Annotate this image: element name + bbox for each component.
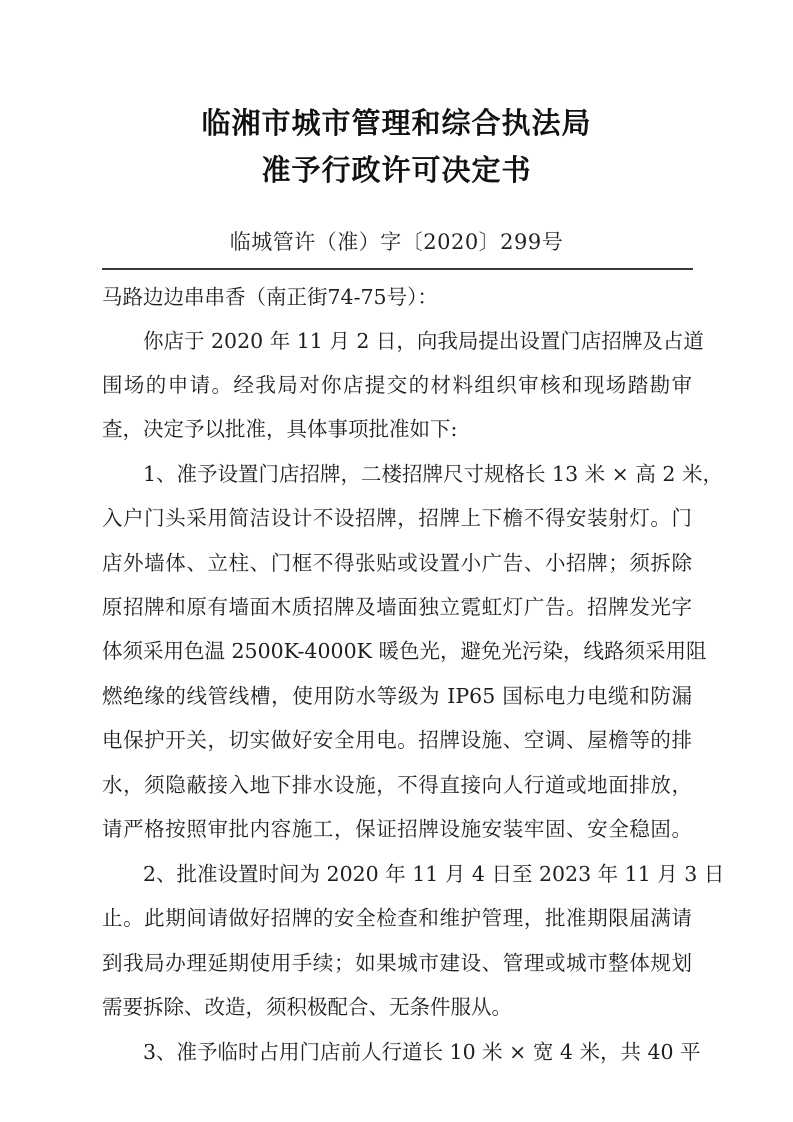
paragraph-line: 2、批准设置时间为 2020 年 11 月 4 日至 2023 年 11 月 3 日 <box>143 862 725 886</box>
paragraph-line: 原招牌和原有墙面木质招牌及墙面独立霓虹灯广告。招牌发光字 <box>102 595 692 619</box>
paragraph-line: 水，须隐蔽接入地下排水设施，不得直接向人行道或地面排放， <box>102 773 692 797</box>
paragraph-line: 1、准予设置门店招牌，二楼招牌尺寸规格长 13 米 × 高 2 米， <box>143 462 723 486</box>
paragraph-line: 体须采用色温 2500K-4000K 暖色光，避免光污染，线路须采用阻 <box>102 639 707 663</box>
paragraph-line: 围场的申请。经我局对你店提交的材料组织审核和现场踏勘审 <box>102 373 692 397</box>
paragraph-line: 入户门头采用简洁设计不设招牌，招牌上下檐不得安装射灯。门 <box>102 506 692 530</box>
paragraph-line: 止。此期间请做好招牌的安全检查和维护管理，批准期限届满请 <box>102 906 692 930</box>
document-title-type: 准予行政许可决定书 <box>261 153 532 187</box>
paragraph-line: 到我局办理延期使用手续；如果城市建设、管理或城市整体规划 <box>102 951 692 975</box>
paragraph-line: 查，决定予以批准，具体事项批准如下: <box>102 417 458 441</box>
paragraph-line: 店外墙体、立柱、门框不得张贴或设置小广告、小招牌；须拆除 <box>102 551 692 575</box>
header-divider <box>102 268 693 270</box>
paragraph-line: 电保护开关，切实做好安全用电。招牌设施、空调、屋檐等的排 <box>102 728 692 752</box>
paragraph-line: 请严格按照审批内容施工，保证招牌设施安装牢固、安全稳固。 <box>102 817 692 841</box>
paragraph-line: 燃绝缘的线管线槽，使用防水等级为 IP65 国标电力电缆和防漏 <box>102 684 692 708</box>
document-number: 临城管许（准）字〔2020〕299号 <box>229 230 564 254</box>
addressee: 马路边边串串香（南正街74-75号）： <box>102 285 438 309</box>
paragraph-line: 需要拆除、改造，须积极配合、无条件服从。 <box>102 995 512 1019</box>
document-title-issuer: 临湘市城市管理和综合执法局 <box>201 106 592 140</box>
paragraph-line: 你店于 2020 年 11 月 2 日，向我局提出设置门店招牌及占道 <box>143 329 704 353</box>
paragraph-line: 3、准予临时占用门店前人行道长 10 米 × 宽 4 米，共 40 平 <box>143 1040 701 1064</box>
